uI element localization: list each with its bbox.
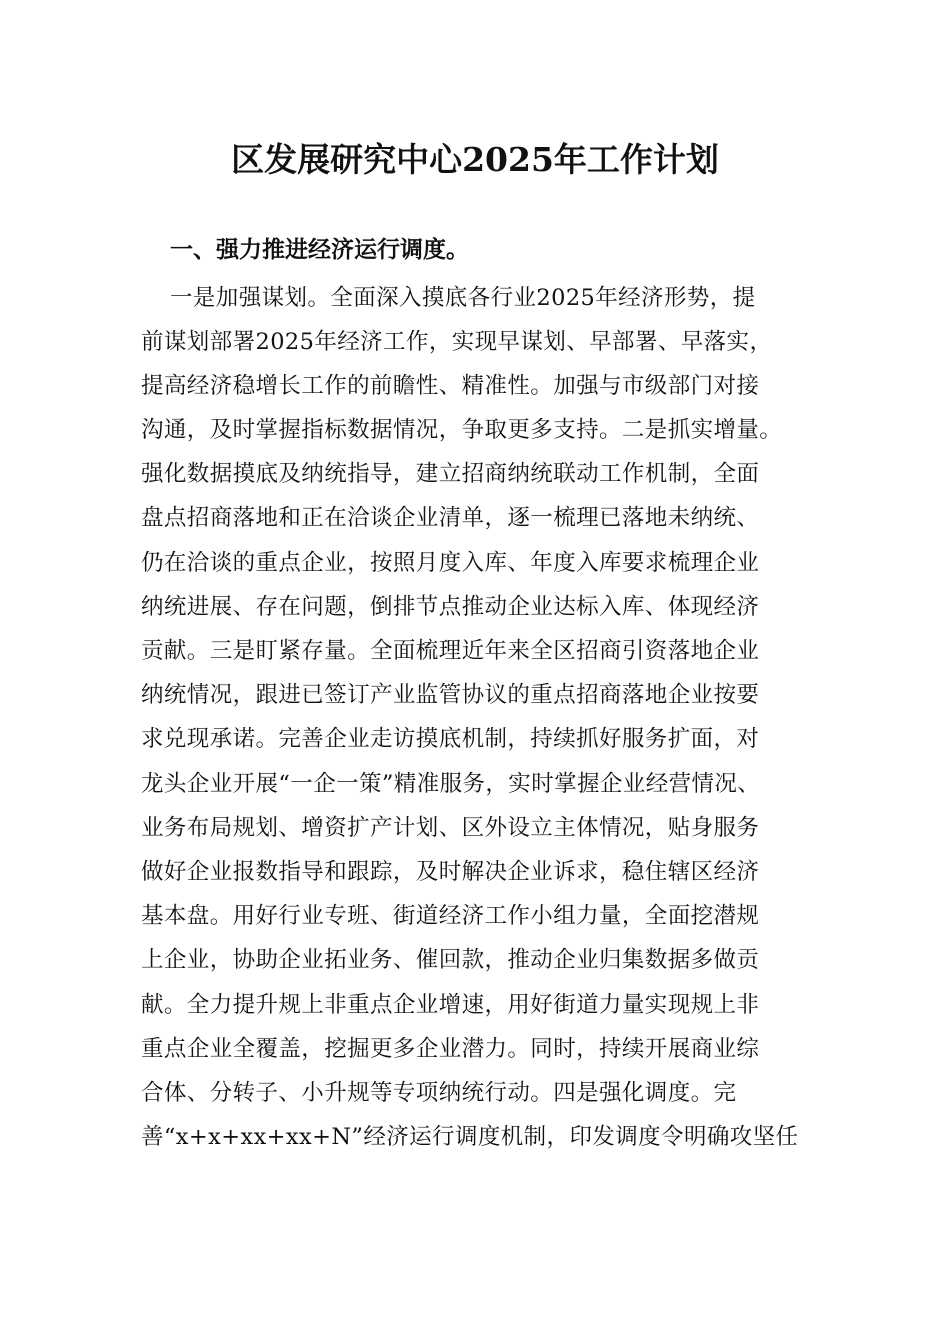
body-line-4: 沟通，及时掌握指标数据情况，争取更多支持。二是抓实增量。 xyxy=(141,417,783,443)
body-line-11: 求兑现承诺。完善企业走访摸底机制，持续抓好服务扩面，对 xyxy=(141,726,760,752)
body-line-16: 上企业，协助企业拓业务、催回款，推动企业归集数据多做贡 xyxy=(141,947,760,973)
body-line-17: 献。全力提升规上非重点企业增速，用好街道力量实现规上非 xyxy=(141,992,760,1018)
body-line-5: 强化数据摸底及纳统指导，建立招商纳统联动工作机制，全面 xyxy=(141,461,760,487)
section-heading: 一、强力推进经济运行调度。 xyxy=(170,237,469,263)
body-line-8: 纳统进展、存在问题，倒排节点推动企业达标入库、体现经济 xyxy=(141,594,760,620)
body-line-9: 贡献。三是盯紧存量。全面梳理近年来全区招商引资落地企业 xyxy=(141,638,760,664)
body-line-7: 仍在洽谈的重点企业，按照月度入库、年度入库要求梳理企业 xyxy=(141,550,760,576)
body-line-15: 基本盘。用好行业专班、街道经济工作小组力量，全面挖潜规 xyxy=(141,903,760,929)
body-line-3: 提高经济稳增长工作的前瞻性、精准性。加强与市级部门对接 xyxy=(141,373,760,399)
body-line-20: 善“x+x+xx+xx+N”经济运行调度机制，印发调度令明确攻坚任 xyxy=(141,1124,799,1150)
document-title: 区发展研究中心2025年工作计划 xyxy=(231,140,719,179)
body-line-1: 一是加强谋划。全面深入摸底各行业2025年经济形势，提 xyxy=(170,285,756,311)
body-line-13: 业务布局规划、增资扩产计划、区外设立主体情况，贴身服务 xyxy=(141,815,760,841)
body-line-19: 合体、分转子、小升规等专项纳统行动。四是强化调度。完 xyxy=(141,1080,737,1106)
body-line-18: 重点企业全覆盖，挖掘更多企业潜力。同时，持续开展商业综 xyxy=(141,1036,760,1062)
body-line-14: 做好企业报数指导和跟踪，及时解决企业诉求，稳住辖区经济 xyxy=(141,859,760,885)
body-line-2: 前谋划部署2025年经济工作，实现早谋划、早部署、早落实， xyxy=(141,329,773,355)
body-line-12: 龙头企业开展“一企一策”精准服务，实时掌握企业经营情况、 xyxy=(141,771,761,797)
body-line-10: 纳统情况，跟进已签订产业监管协议的重点招商落地企业按要 xyxy=(141,682,760,708)
body-line-6: 盘点招商落地和正在洽谈企业清单，逐一梳理已落地未纳统、 xyxy=(141,505,760,531)
